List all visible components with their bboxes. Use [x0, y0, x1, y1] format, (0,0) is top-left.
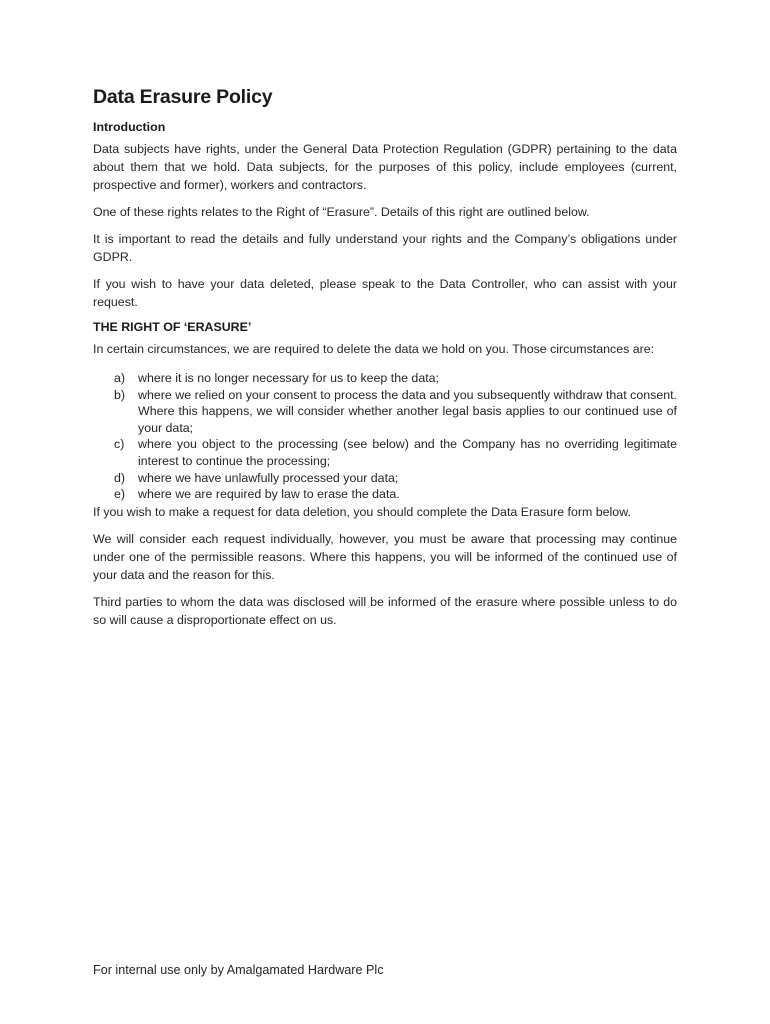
intro-paragraph: If you wish to have your data deleted, please speak to the Data Controller, who can assist with your request.	[93, 277, 677, 309]
list-item-text: where we have unlawfully processed your data;	[138, 470, 399, 485]
circumstances-list	[93, 370, 677, 503]
list-item	[114, 387, 677, 437]
list-marker: e)	[114, 487, 126, 502]
intro-paragraph: It is important to read the details and fully understand your rights and the Company’s obligations under GDPR.	[93, 232, 677, 264]
list-marker: c)	[114, 437, 125, 452]
right-of-erasure-heading: THE RIGHT OF ‘ERASURE’	[93, 320, 252, 334]
introduction-heading: Introduction	[93, 120, 166, 134]
erasure-intro-paragraph: In certain circumstances, we are required to delete the data we hold on you. Those circumstances are:	[93, 342, 655, 356]
page-title: Data Erasure Policy	[93, 86, 273, 108]
list-marker: b)	[114, 387, 126, 402]
list-item	[114, 370, 677, 387]
list-marker: d)	[114, 470, 126, 485]
intro-paragraph: Data subjects have rights, under the General Data Protection Regulation (GDPR) pertaining to the data about them that we hold. Data subjects, for the purposes of this policy, include employees (current, prospective and former), workers and contractors.	[93, 142, 677, 192]
list-marker: a)	[114, 371, 126, 385]
closing-paragraph: We will consider each request individually, however, you must be aware that processing may continue under one of the permissible reasons. Where this happens, you will be informed of the continued use of your data and the reason for this.	[93, 531, 677, 582]
list-item	[114, 436, 677, 469]
document-body	[93, 86, 677, 638]
list-item	[114, 470, 677, 487]
closing-paragraph: Third parties to whom the data was disclosed will be informed of the erasure where possible unless to do so will cause a disproportionate effect on us.	[93, 594, 677, 627]
page-footer: For internal use only by Amalgamated Hardware Plc	[93, 963, 384, 977]
list-item-text: where it is no longer necessary for us to keep the data;	[138, 371, 439, 385]
list-item-text: where we are required by law to erase the data.	[138, 487, 400, 502]
list-item-text: where we relied on your consent to process the data and you subsequently withdraw that consent. Where this happens, we will consider whether another legal basis applies to our continued use of your data;	[138, 387, 677, 435]
intro-paragraph: One of these rights relates to the Right of “Erasure”. Details of this right are outlined below.	[93, 205, 590, 219]
list-item	[114, 486, 677, 503]
list-item-text: where you object to the processing (see below) and the Company has no overriding legitimate interest to continue the processing;	[138, 437, 677, 468]
closing-paragraph: If you wish to make a request for data deletion, you should complete the Data Erasure form below.	[93, 504, 631, 519]
